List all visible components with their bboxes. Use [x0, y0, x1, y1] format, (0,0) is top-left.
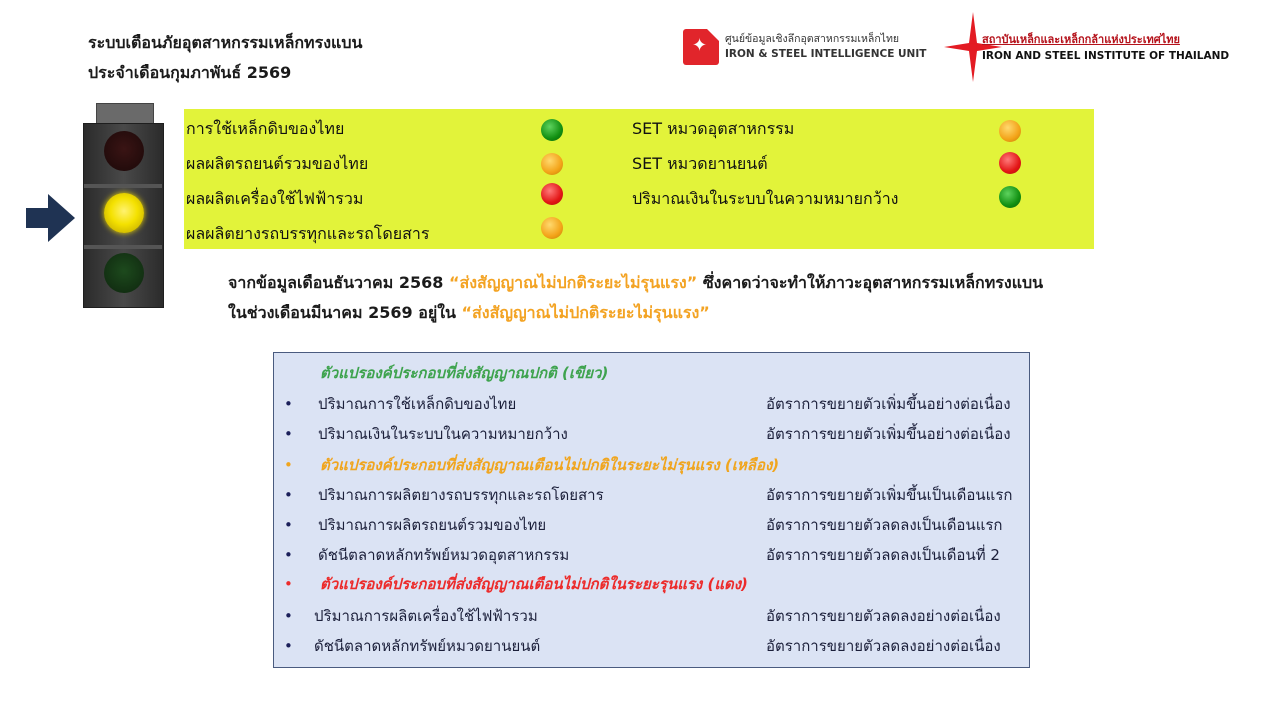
item-name: ดัชนีตลาดหลักทรัพย์หมวดอุตสาหกรรม [318, 546, 570, 564]
title-line-1: ระบบเตือนภัยอุตสาหกรรมเหล็กทรงแบน [88, 33, 363, 52]
bullet-icon: • [284, 425, 293, 443]
arrow-right-icon [26, 193, 76, 243]
item-name: ปริมาณการผลิตรถยนต์รวมของไทย [318, 516, 547, 534]
traffic-light-red-lamp [104, 131, 144, 171]
status-dot-orange [541, 153, 563, 175]
summary-text [228, 268, 1108, 328]
status-dot-red [541, 183, 563, 205]
status-dot-red [999, 152, 1021, 174]
list-item [274, 419, 1031, 449]
isiu-name-en: IRON & STEEL INTELLIGENCE UNIT [725, 48, 927, 60]
details-box [273, 352, 1030, 668]
indicator-panel [184, 109, 1094, 249]
indicator-label: ผลผลิตยางรถบรรทุกและรถโดยสาร [186, 224, 430, 243]
indicator-label: SET หมวดอุตสาหกรรม [632, 119, 795, 138]
bullet-icon: • [284, 456, 293, 474]
item-rate: อัตราการขยายตัวลดลงอย่างต่อเนื่อง [766, 607, 1001, 625]
yellow-heading: ตัวแปรองค์ประกอบที่ส่งสัญญาณเตือนไม่ปกติในระยะไม่รุนแรง (เหลือง) [320, 456, 780, 474]
red-heading: ตัวแปรองค์ประกอบที่ส่งสัญญาณเตือนไม่ปกติในระยะรุนแรง (แดง) [320, 575, 748, 593]
status-dot-green [999, 186, 1021, 208]
isit-logo [936, 12, 1230, 82]
isit-name-th: สถาบันเหล็กและเหล็กกล้าแห่งประเทศไทย [982, 33, 1180, 46]
bullet-icon: • [284, 395, 293, 413]
traffic-light-green-lamp [104, 253, 144, 293]
status-dot-orange [999, 120, 1021, 142]
page-title [88, 28, 362, 88]
summary-text-part: ในช่วงเดือนมีนาคม 2569 อยู่ใน [228, 303, 462, 322]
item-rate: อัตราการขยายตัวเพิ่มขึ้นเป็นเดือนแรก [766, 486, 1013, 504]
green-heading-row [274, 358, 1031, 388]
item-name: ดัชนีตลาดหลักทรัพย์หมวดยานยนต์ [314, 637, 541, 655]
list-item [274, 389, 1031, 419]
bullet-icon: • [284, 607, 293, 625]
yellow-heading-row [274, 450, 1031, 480]
list-item [274, 631, 1031, 661]
isit-name-en: IRON AND STEEL INSTITUTE OF THAILAND [982, 50, 1230, 62]
green-heading: ตัวแปรองค์ประกอบที่ส่งสัญญาณปกติ (เขียว) [320, 364, 609, 382]
indicator-label: SET หมวดยานยนต์ [632, 154, 768, 173]
isiu-logo [683, 26, 926, 68]
list-item [274, 540, 1031, 570]
indicator-label: ผลผลิตเครื่องใช้ไฟฟ้ารวม [186, 189, 364, 208]
indicator-label: การใช้เหล็กดิบของไทย [186, 119, 345, 138]
item-rate: อัตราการขยายตัวลดลงอย่างต่อเนื่อง [766, 637, 1001, 655]
traffic-light-divider [84, 184, 162, 188]
status-dot-orange [541, 217, 563, 239]
traffic-light-yellow-lamp [104, 193, 144, 233]
summary-highlight: “ส่งสัญญาณไม่ปกติระยะไม่รุนแรง” [461, 303, 710, 322]
bullet-icon: • [284, 486, 293, 504]
list-item [274, 601, 1031, 631]
bullet-icon: • [284, 516, 293, 534]
status-dot-green [541, 119, 563, 141]
title-line-2: ประจำเดือนกุมภาพันธ์ 2569 [88, 63, 292, 82]
red-heading-row [274, 569, 1031, 599]
summary-text-part: จากข้อมูลเดือนธันวาคม 2568 [228, 273, 449, 292]
item-rate: อัตราการขยายตัวลดลงเป็นเดือนแรก [766, 516, 1003, 534]
bullet-icon: • [284, 637, 293, 655]
list-item [274, 480, 1031, 510]
item-name: ปริมาณการผลิตยางรถบรรทุกและรถโดยสาร [318, 486, 604, 504]
bullet-icon: • [284, 575, 293, 593]
isiu-star-icon: ✦ [683, 29, 719, 65]
list-item [274, 510, 1031, 540]
item-rate: อัตราการขยายตัวลดลงเป็นเดือนที่ 2 [766, 546, 1000, 564]
item-name: ปริมาณการใช้เหล็กดิบของไทย [318, 395, 517, 413]
summary-text-part: ซึ่งคาดว่าจะทำให้ภาวะอุตสาหกรรมเหล็กทรงแบน [697, 273, 1044, 292]
isiu-name-th: ศูนย์ข้อมูลเชิงลึกอุตสาหกรรมเหล็กไทย [725, 33, 900, 45]
bullet-icon: • [284, 546, 293, 564]
traffic-light-divider [84, 245, 162, 249]
indicator-label: ผลผลิตรถยนต์รวมของไทย [186, 154, 369, 173]
item-name: ปริมาณเงินในระบบในความหมายกว้าง [318, 425, 568, 443]
item-rate: อัตราการขยายตัวเพิ่มขึ้นอย่างต่อเนื่อง [766, 425, 1011, 443]
item-rate: อัตราการขยายตัวเพิ่มขึ้นอย่างต่อเนื่อง [766, 395, 1011, 413]
summary-highlight: “ส่งสัญญาณไม่ปกติระยะไม่รุนแรง” [448, 273, 698, 292]
item-name: ปริมาณการผลิตเครื่องใช้ไฟฟ้ารวม [314, 607, 538, 625]
indicator-label: ปริมาณเงินในระบบในความหมายกว้าง [632, 189, 899, 208]
